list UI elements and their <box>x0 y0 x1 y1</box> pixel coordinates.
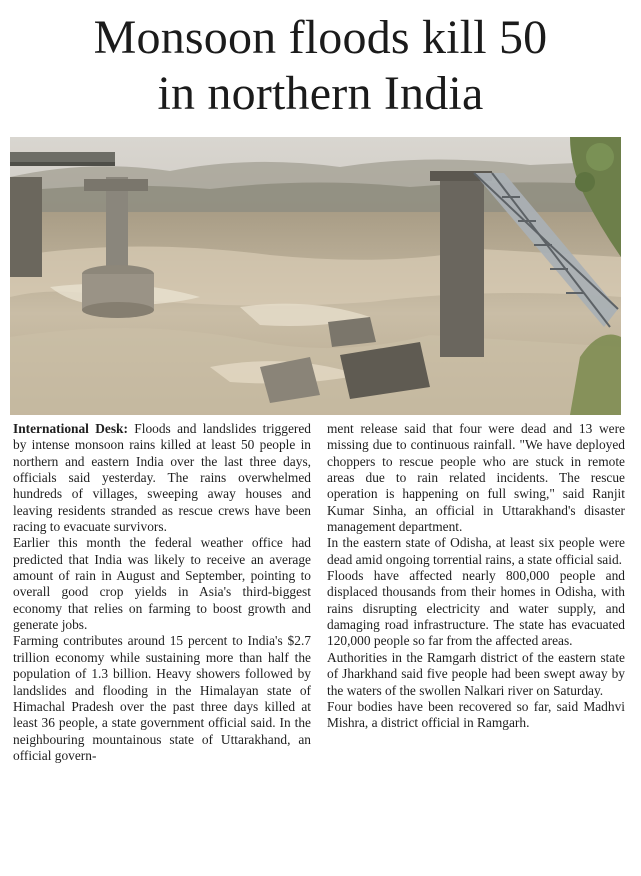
article-paragraph-7: Four bodies have been recovered so far, said Madhvi Mishra, a district official in Ramgarh. <box>327 698 625 731</box>
headline-line-2: in northern India <box>157 67 484 120</box>
paragraph-1-text: Floods and landslides triggered by intense monsoon rains killed at least 50 people in northern and eastern India over the last three days, officials said yesterday. The rains overwhelmed hundreds of villages, sweeping away houses and leaving residents stranded as rescue crews have been racing to evacuate survivors. <box>13 421 311 535</box>
article-column-right <box>327 421 625 732</box>
article-paragraph-6: Authorities in the Ramgarh district of the eastern state of Jharkhand said five people had been swept away by the waters of the swollen Nalkari river on Saturday. <box>327 649 625 698</box>
dateline: International Desk: <box>13 421 128 436</box>
article-paragraph-2: Earlier this month the federal weather office had predicted that India was likely to receive an average amount of rain in August and September, pointing to overall good crop yields in Asia's third-biggest economy that relies on farming to boost growth and generate jobs. <box>13 535 311 633</box>
article-column-left <box>13 421 311 764</box>
article-paragraph-1 <box>13 421 311 535</box>
flood-photo <box>10 137 621 415</box>
headline <box>0 10 641 122</box>
article-paragraph-4: In the eastern state of Odisha, at least six people were dead amid ongoing torrential rains, a state official said. <box>327 535 625 567</box>
article-paragraph-3-part-1: Farming contributes around 15 percent to India's $2.7 trillion economy while sustaining more than half the population of 1.3 billion. Heavy showers followed by landslides and flooding in the Himalayan state of Himachal Pradesh over the past three days killed at least 36 people, a state government official said. In the neighbouring mountainous state of Uttarakhand, an official govern- <box>13 633 311 763</box>
article-paragraph-5: Floods have affected nearly 800,000 people and displaced thousands from their homes in Odisha, with rains disrupting electricity and water supply, and damaging road infrastructure. The state has evacuated 120,000 people so far from the affected areas. <box>327 568 625 649</box>
article-paragraph-3-part-2: ment release said that four were dead and 13 were missing due to continuous rainfall. "We have deployed choppers to rescue people who are stuck in remote areas due to rain related incidents. The rescue operation is happening on full swing," said Ranjit Kumar Sinha, an official in Uttarakhand's disaster management department. <box>327 421 625 535</box>
headline-line-1: Monsoon floods kill 50 <box>93 11 548 64</box>
